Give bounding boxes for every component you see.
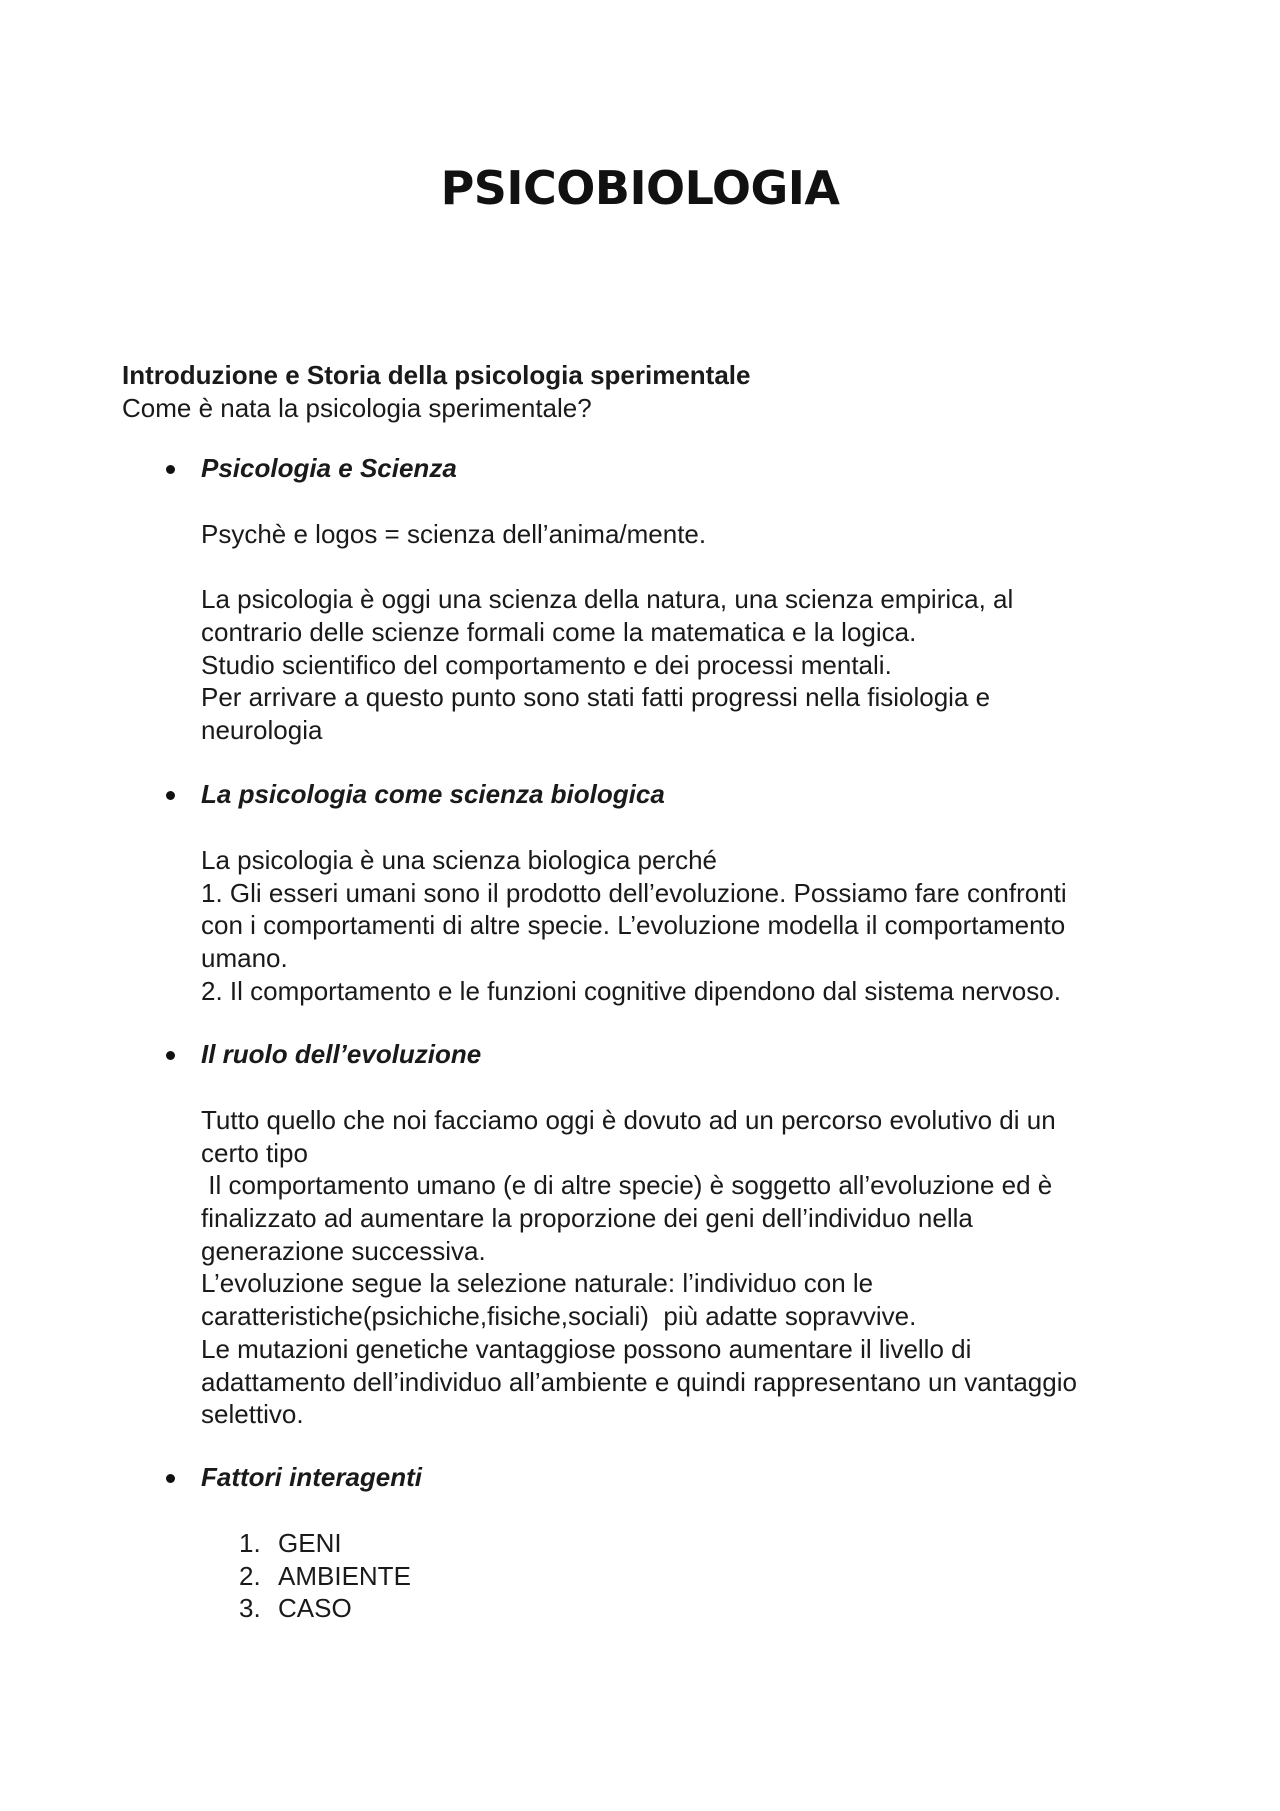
body-line: Tutto quello che noi facciamo oggi è dovuto ad un percorso evolutivo di un [201, 1105, 1056, 1135]
section-title: Psicologia e Scienza [201, 453, 457, 483]
bullet-heading [122, 778, 1182, 811]
section-title: Fattori interagenti [201, 1462, 423, 1492]
body-line: 1. Gli esseri umani sono il prodotto dell’evoluzione. Possiamo fare confronti [201, 877, 1067, 908]
body-line: Psychè e logos = scienza dell’anima/mente. [201, 519, 707, 549]
list-item [239, 1560, 1182, 1593]
section-body [201, 518, 1201, 747]
section-ruolo-evoluzione [122, 1038, 1182, 1431]
body-line: Le mutazioni genetiche vantaggiose possono aumentare il livello di [201, 1333, 972, 1364]
numbered-list [239, 1527, 1182, 1625]
section-body [201, 844, 1201, 1007]
section-title: Il ruolo dell’evoluzione [201, 1039, 482, 1069]
body-line: generazione successiva. [201, 1235, 486, 1266]
bullet-icon [166, 1051, 175, 1060]
bullet-heading [122, 1461, 1182, 1494]
section-psicologia-e-scienza [122, 452, 1182, 747]
body-line: adattamento dell’individuo all’ambiente e quindi rappresentano un vantaggio [201, 1366, 1077, 1397]
list-item-label: CASO [278, 1593, 352, 1624]
body-line: La psicologia è una scienza biologica perché [201, 845, 718, 875]
intro-block [122, 359, 1182, 425]
body-line: certo tipo [201, 1137, 308, 1168]
section-fattori-interagenti [122, 1461, 1182, 1625]
bullet-icon [166, 465, 175, 474]
list-item-number: 2. [239, 1560, 261, 1591]
body-line: umano. [201, 943, 288, 974]
section-title: La psicologia come scienza biologica [201, 779, 665, 809]
list-item [239, 1527, 1182, 1560]
list-item [239, 1592, 1182, 1625]
body-line: Il comportamento umano (e di altre specie) è soggetto all’evoluzione ed è [201, 1170, 1053, 1201]
body-line: 2. Il comportamento e le funzioni cognitive dipendono dal sistema nervoso. [201, 975, 1061, 1006]
body-line: Per arrivare a questo punto sono stati fatti progressi nella fisiologia e [201, 682, 991, 713]
body-line: neurologia [201, 715, 323, 746]
body-line: La psicologia è oggi una scienza della natura, una scienza empirica, al [201, 584, 1014, 615]
bullet-icon [166, 1474, 175, 1483]
body-line: finalizzato ad aumentare la proporzione dei geni dell’individuo nella [201, 1203, 973, 1234]
intro-heading: Introduzione e Storia della psicologia sperimentale [122, 360, 751, 390]
list-item-number: 3. [239, 1593, 261, 1624]
list-item-number: 1. [239, 1528, 261, 1558]
list-item-label: AMBIENTE [278, 1560, 411, 1591]
page-title: PSICOBIOLOGIA [440, 161, 840, 215]
body-line: L’evoluzione segue la selezione naturale: l’individuo con le [201, 1268, 874, 1299]
body-line: Studio scientifico del comportamento e dei processi mentali. [201, 649, 892, 680]
section-scienza-biologica [122, 778, 1182, 1007]
list-item-label: GENI [278, 1528, 342, 1558]
body-line: selettivo. [201, 1399, 304, 1430]
body-line: con i comportamenti di altre specie. L’evoluzione modella il comportamento [201, 910, 1066, 941]
bullet-heading [122, 452, 1182, 485]
body-line: caratteristiche(psichiche,fisiche,sociali) più adatte sopravvive. [201, 1301, 917, 1332]
bullet-icon [166, 791, 175, 800]
body-line: contrario delle scienze formali come la matematica e la logica. [201, 617, 917, 648]
section-body [201, 1104, 1201, 1431]
bullet-heading [122, 1038, 1182, 1071]
intro-subtitle: Come è nata la psicologia sperimentale? [122, 393, 592, 423]
